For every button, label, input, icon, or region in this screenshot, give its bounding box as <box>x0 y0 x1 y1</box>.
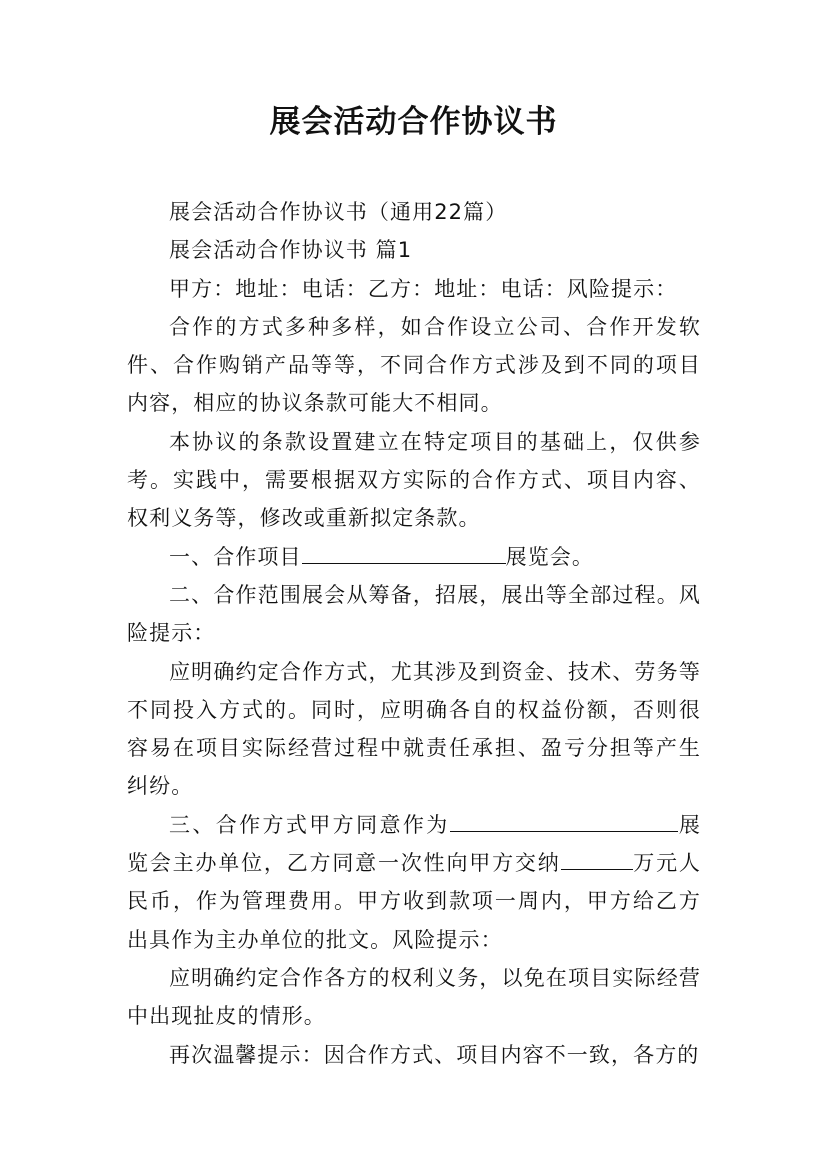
paragraph-risk-note-1: 合作的方式多种多样，如合作设立公司、合作开发软件、合作购销产品等等，不同合作方式涉及到不同的项目内容，相应的协议条款可能大不相同。 <box>127 314 701 416</box>
paragraph-section-heading: 展会活动合作协议书 篇1 <box>169 238 413 263</box>
document-body <box>127 193 701 1074</box>
paragraph-reminder: 再次温馨提示：因合作方式、项目内容不一致，各方的 <box>169 1042 700 1067</box>
clause-3-text-b: 展览会主办单位，乙方同意一次性向甲方交纳 <box>127 812 701 876</box>
document-title: 展会活动合作协议书 <box>269 104 558 140</box>
clause-3-text-a: 三、合作方式甲方同意作为 <box>169 812 450 837</box>
fee-amount-blank <box>561 847 633 870</box>
clause-1-text-before: 一、合作项目 <box>169 544 302 569</box>
paragraph-subtitle: 展会活动合作协议书（通用22篇） <box>169 200 508 224</box>
clause-3-text-c: 万元人民币，作为管理费用。甲方收到款项一周内，甲方给乙方出具作为主办单位的批文。风险提示： <box>127 851 701 952</box>
paragraph-parties: 甲方：地址：电话：乙方：地址：电话：风险提示： <box>169 276 678 301</box>
paragraph-risk-note-3: 应明确约定合作方式，尤其涉及到资金、技术、劳务等不同投入方式的。同时，应明确各自的权益份额，否则很容易在项目实际经营过程中就责任承担、盈亏分担等产生纠纷。 <box>127 659 701 799</box>
paragraph-clause-3 <box>127 806 701 959</box>
exhibition-name-blank <box>450 809 678 832</box>
paragraph-risk-note-2: 本协议的条款设置建立在特定项目的基础上，仅供参考。实践中，需要根据双方实际的合作方式、项目内容、权利义务等，修改或重新拟定条款。 <box>127 429 701 531</box>
project-name-blank <box>302 541 506 564</box>
paragraph-risk-note-4: 应明确约定合作各方的权利义务，以免在项目实际经营中出现扯皮的情形。 <box>127 965 701 1029</box>
paragraph-clause-1 <box>127 538 701 576</box>
paragraph-clause-2: 二、合作范围展会从筹备，招展，展出等全部过程。风险提示： <box>127 582 701 646</box>
clause-1-text-after: 展览会。 <box>505 544 595 569</box>
